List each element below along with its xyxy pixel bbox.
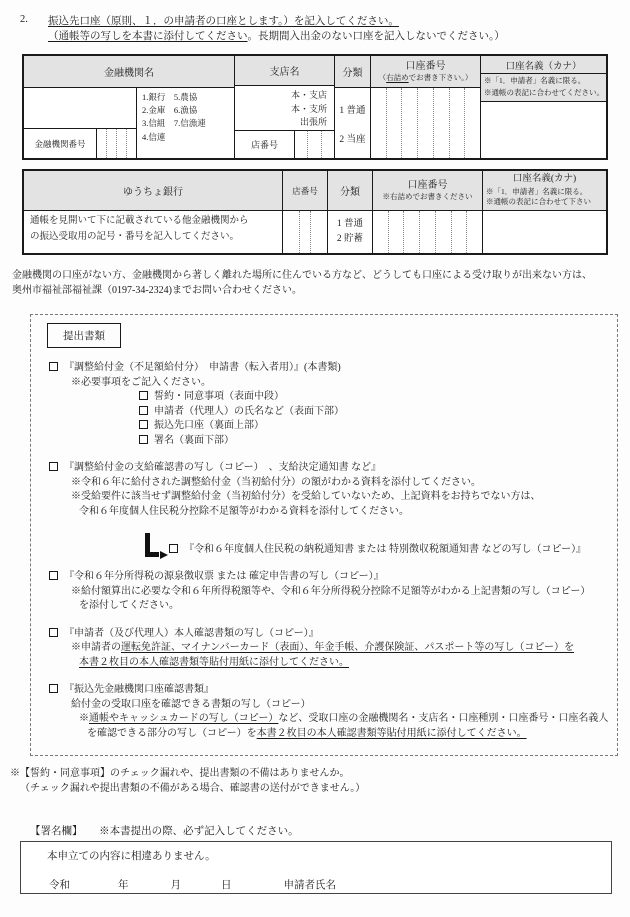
digit-cell [419, 211, 435, 253]
digit-cell [126, 129, 136, 158]
yucho-branch-number-digit-boxes[interactable] [283, 211, 327, 253]
contact-line2: 奥州市福祉部福祉課（0197-34-2324)までお問い合わせください。 [12, 285, 302, 296]
arrow-right-icon [145, 533, 159, 557]
document-item-note: を添付してください。 [79, 600, 179, 611]
signature-date-line [47, 877, 611, 892]
document-item-label: 『令和６年分所得税の源泉徴収票 または 確定申告書の写し（コピー）』 [64, 571, 384, 582]
document-item-note: 本書２枚目の本人確認書類等貼付用紙に添付してください。 [79, 656, 349, 668]
bank-name-header: 金融機関名 [24, 56, 234, 88]
branch-type-option: 本・支所 [290, 103, 327, 114]
digit-cell [307, 131, 320, 158]
document-item-label: 『令和６年度個人住民税の納税通知書 または 特別徴収税額通知書 などの写し（コピー）』 [184, 543, 587, 555]
digit-cell [403, 211, 419, 253]
document-item-note: 令和６年度個人住民税分控除不足額等がわかる資料を添付してください。 [79, 505, 409, 517]
digit-cell [116, 129, 126, 158]
document-item-note: を確認できる部分の写し（コピー）を本書２枚目の本人確認書類等貼付用紙に添付してください。 [87, 727, 527, 739]
document-item-note: 給付金の受取口座を確認できる書類の写し（コピー） [71, 698, 311, 710]
era-label: 令和 [49, 880, 70, 891]
contact-line1: 金融機関の口座がない方、金融機関から著しく離れた場所に住んでいる方など、どうしても口座による受け取りが出来ない方は、 [12, 270, 592, 281]
checkbox-icon[interactable] [139, 406, 148, 415]
digit-cell [388, 211, 404, 253]
checkbox-icon[interactable] [49, 362, 58, 371]
month-label: 月 [170, 880, 181, 891]
yucho-account-number-column [372, 171, 482, 253]
digit-cell [310, 211, 321, 253]
digit-cell [386, 88, 402, 158]
document-item-note: ※申請者の運転免許証、マイナンバーカード（表面）、年金手帳、介護保険証、パスポート等の写し（コピー）を [71, 642, 574, 653]
digit-cell [464, 88, 480, 158]
digit-cell [97, 129, 106, 158]
digit-cell [295, 131, 307, 158]
bank-name-column [24, 56, 234, 158]
digit-cell [449, 88, 465, 158]
checkbox-icon[interactable] [49, 462, 58, 471]
document-item-label: 『調整給付金（不足額給付分） 申請書（転入者用）』(本書類) [64, 362, 341, 373]
account-number-column [370, 56, 480, 158]
bank-number-digit-boxes[interactable] [96, 129, 136, 158]
checkbox-icon[interactable] [49, 684, 58, 693]
category-option-current: 2 当座 [339, 134, 366, 145]
yucho-branch-number-column [282, 171, 327, 253]
document-item-note: ※通帳やキャッシュカードの写し（コピー）など、受取口座の金融機関名・支店名・口座種別・口座番号・口座名義人 [79, 713, 609, 724]
checkbox-icon[interactable] [49, 571, 58, 580]
sub-check-bank-account: 振込先口座（裏面上部） [139, 419, 611, 434]
document-subitem-tax-notice [145, 533, 611, 557]
document-item-note: ※給付額算出に必要な令和６年所得税額等や、令和６年分所得税分控除不足額等がわかる上記書類の写し（コピー） [71, 585, 591, 597]
digit-cell [299, 211, 310, 253]
branch-number-digit-boxes[interactable] [294, 131, 334, 158]
branch-header: 支店名 [235, 56, 334, 86]
yucho-category-options[interactable] [328, 211, 372, 253]
yucho-branch-number-header: 店番号 [283, 171, 327, 211]
yucho-category-header: 分類 [328, 171, 372, 211]
branch-column [234, 56, 334, 158]
category-option-ordinary: 1 普通 [336, 218, 364, 229]
signature-section-label [30, 823, 630, 838]
yucho-account-holder-input-area[interactable] [483, 211, 606, 253]
branch-type-option: 出張所 [299, 117, 327, 128]
section-heading [20, 14, 630, 44]
sub-check-pledge: 誓約・同意事項（表面中段） [139, 390, 611, 405]
day-label: 日 [221, 880, 232, 891]
bank-type-codes [137, 88, 234, 158]
signature-statement: 本申立ての内容に相違ありません。 [47, 851, 216, 862]
yucho-account-table [22, 169, 608, 255]
bank-name-input-area[interactable] [24, 88, 136, 128]
branch-number-label: 店番号 [250, 139, 278, 150]
signature-note: ※本書提出の際、必ず記入してください。 [99, 826, 299, 837]
yucho-header: ゆうちょ銀行 [24, 171, 282, 211]
digit-cell [321, 131, 334, 158]
checkbox-icon[interactable] [169, 544, 178, 553]
category-options[interactable] [335, 88, 370, 158]
no-account-contact-note [12, 268, 630, 298]
checkbox-icon[interactable] [139, 435, 148, 444]
check-warning [10, 766, 630, 796]
sub-check-signature: 署名（裏面下部） [139, 434, 611, 449]
digit-cell [373, 211, 388, 253]
document-item-note: ※受給要件に該当せず調整給付金（当初給付分）を受給していないため、上記資料をお持ちでない方は、 [71, 491, 541, 502]
branch-type-option: 本・支店 [290, 90, 327, 101]
digit-cell [435, 211, 451, 253]
document-item-identity-verification [49, 627, 611, 671]
document-item-withholding-slip [49, 570, 611, 614]
warning-line2: （チェック漏れや提出書類の不備がある場合、確認書の送付ができません。） [20, 783, 366, 794]
document-item-label: 『振込先金融機関口座確認書類』 [64, 684, 214, 695]
branch-type-options[interactable] [235, 86, 334, 130]
checkbox-icon[interactable] [49, 628, 58, 637]
document-item-note: ※必要事項をご記入ください。 [71, 376, 211, 388]
account-category-column [334, 56, 370, 158]
digit-cell [401, 88, 417, 158]
checkbox-icon[interactable] [139, 391, 148, 400]
yucho-category-column [327, 171, 372, 253]
sub-check-applicant-name: 申請者（代理人）の氏名など（表面下部） [139, 405, 611, 420]
bank-code-line: 2.金庫 6.漁協 [142, 105, 198, 116]
warning-line1: ※【誓約・同意事項】のチェック漏れや、提出書類の不備はありませんか。 [10, 768, 350, 779]
submission-documents-box [30, 314, 618, 756]
document-item-application-form [49, 361, 611, 448]
category-header: 分類 [335, 56, 370, 88]
yucho-column [24, 171, 282, 253]
document-item-label: 『調整給付金の支給確認書の写し（コピー） 、支給決定通知書 など』 [64, 462, 382, 473]
digit-cell [433, 88, 449, 158]
checkbox-icon[interactable] [139, 420, 148, 429]
account-holder-header: 口座名義（カナ） [481, 56, 606, 74]
year-label: 年 [118, 880, 129, 891]
digit-cell [106, 129, 116, 158]
yucho-account-number-digit-boxes[interactable] [373, 211, 482, 253]
signature-label: 【署名欄】 [30, 826, 83, 837]
digit-cell [451, 211, 467, 253]
yucho-account-holder-header: 口座名義(カナ) ※「1．申請者」名義に限る。 ※通帳の表記に合わせて下さい [483, 171, 606, 211]
bank-code-line: 4.信連 [142, 131, 166, 142]
digit-cell [371, 88, 386, 158]
document-item-note: ※令和６年に給付された調整給付金（当初給付分）の額がわかる資料を添付してください。 [71, 476, 481, 488]
document-item-payment-confirmation [49, 461, 611, 557]
category-option-savings: 2 貯蓄 [336, 234, 364, 244]
section-number: 2. [20, 14, 28, 25]
section-title-line1: 振込先口座（原則、１．の申請者の口座とします。）を記入してください。 [48, 16, 399, 27]
yucho-account-number-header: 口座番号 ※右詰めでお書きください [373, 171, 482, 211]
account-holder-input-area[interactable] [481, 102, 606, 158]
account-holder-notes: ※「1．申請者」名義に限る。 ※通帳の表記に合わせてください。 [481, 74, 606, 102]
account-number-digit-boxes[interactable] [371, 88, 480, 158]
applicant-name-label: 申請者氏名 [283, 880, 336, 891]
digit-cell [417, 88, 433, 158]
signature-box[interactable] [20, 841, 612, 894]
document-item-account-verification [49, 683, 611, 741]
yucho-instruction: 通帳を見開いて下に記載されている他金融機関から の振込受取用の記号・番号を記入してください。 [30, 216, 249, 242]
bank-code-line: 3.信組 7.信漁連 [142, 118, 206, 129]
bank-account-table [22, 54, 608, 160]
account-holder-column [480, 56, 606, 158]
digit-cell [466, 211, 482, 253]
submission-documents-title: 提出書類 [47, 323, 121, 348]
category-option-ordinary: 1 普通 [339, 105, 366, 116]
bank-code-line: 1.銀行 5.農協 [142, 92, 198, 102]
yucho-account-holder-column [482, 171, 606, 253]
section-title-line2: （通帳等の写しを本書に添付してください。長期間入出金のない口座を記入しないでください。） [48, 31, 505, 42]
account-number-header: 口座番号 （右詰めでお書き下さい。） [371, 56, 480, 88]
document-item-label: 『申請者（及び代理人）本人確認書類の写し（コピー）』 [64, 627, 319, 639]
bank-number-label: 金融機関番号 [34, 138, 86, 149]
digit-cell [289, 211, 299, 253]
